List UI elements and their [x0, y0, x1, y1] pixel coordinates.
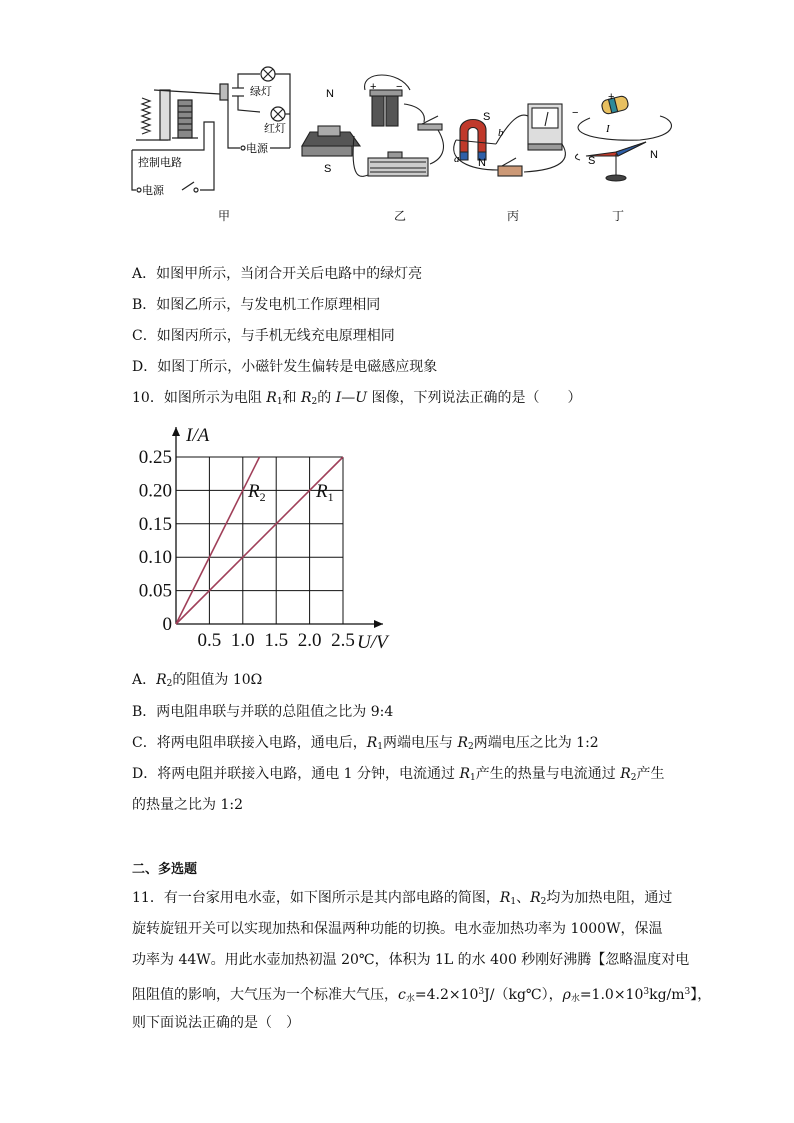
series-label-sub: 2	[259, 490, 266, 505]
series-label-r1: $R_1$	[316, 481, 334, 505]
q10-r2: R	[301, 390, 312, 406]
iu-chart	[120, 418, 410, 658]
q9-figure	[120, 60, 680, 230]
caption-yi: 乙	[394, 209, 407, 223]
y-tick-label: 0.15	[138, 513, 172, 535]
q10-a-sub: 2	[166, 679, 173, 689]
q11-line-5: 则下面说法正确的是（ ）	[132, 1015, 300, 1031]
q11-line-3: 功率为 44W。用此水壶加热初温 20℃，体积为 1L 的水 400 秒刚好沸腾【忽略温度对电	[132, 952, 690, 968]
q11-c-unit: J/（kg℃），	[484, 987, 563, 1003]
caption-bing: 丙	[507, 209, 520, 223]
x-axis-arrow-icon	[374, 620, 383, 628]
q11-c-sub: 水	[405, 994, 415, 1004]
yi-minus-label: −	[396, 81, 403, 93]
q11-l1-post: 均为加热电阻，通过	[546, 890, 673, 906]
y-axis-arrow-icon	[172, 427, 180, 436]
x-tick-label: 0.5	[197, 630, 222, 651]
q10-stem-suffix: 图像，下列说法正确的是（ ）	[367, 390, 582, 406]
q11-l1-pre: 11．有一台家用电水壶，如下图所示是其内部电路的简图，	[132, 890, 500, 906]
q11-r1: R	[499, 890, 511, 906]
ding-s-label: S	[588, 155, 596, 167]
yi-s-label: S	[324, 163, 332, 175]
control-power-label: 电源	[142, 185, 164, 197]
q10-a-r: R	[156, 672, 167, 688]
series-line-r2	[176, 457, 260, 624]
ding-minus-label: −	[572, 107, 579, 119]
ding-i-label: I	[606, 123, 610, 135]
x-tick-label: 1.0	[230, 630, 255, 651]
q10-d-mid: 产生的热量与电流通过	[475, 766, 621, 782]
q11-rho-unit: kg/m	[649, 987, 685, 1003]
q10-c-r1: R	[366, 735, 378, 751]
q10-stem	[132, 388, 582, 412]
q9-option-c[interactable]: C．如图丙所示，与手机无线充电原理相同	[132, 328, 395, 344]
q10-option-d-line2: 的热量之比为 1:2	[132, 797, 243, 813]
origin-label: 0	[162, 614, 172, 635]
q9-option-a[interactable]: A．如图甲所示，当闭合开关后电路中的绿灯亮	[132, 266, 423, 282]
q10-option-a[interactable]	[132, 670, 262, 694]
ding-n-label: N	[650, 149, 658, 161]
x-axis-label: U/V	[357, 632, 388, 653]
q10-and: 和	[282, 390, 301, 406]
q10-c-r2: R	[457, 735, 468, 751]
y-tick-label: 0.20	[138, 480, 172, 502]
q10-c-post: 两端电压之比为 1:2	[473, 735, 599, 751]
q10-r1-sub: 1	[276, 397, 283, 407]
q11-line-4	[132, 982, 711, 1009]
q10-stem-prefix: 10．如图所示为电阻	[132, 390, 267, 406]
x-tick-label: 2.0	[297, 630, 322, 651]
q10-c-r1-sub: 1	[377, 742, 383, 752]
q11-l4-pre: 阻阻值的影响，大气压为一个标准大气压，	[132, 987, 398, 1003]
q10-option-c[interactable]	[132, 733, 599, 757]
q10-d-prefix: D．将两电阻并联接入电路，通电 1 分钟，电流通过	[132, 766, 460, 782]
x-tick-label: 1.5	[264, 630, 289, 651]
q11-c: c	[398, 987, 406, 1003]
figure-bing	[454, 104, 566, 176]
q10-r1: R	[266, 390, 277, 406]
ding-plus-label: +	[608, 91, 615, 103]
q11-r1-sub: 1	[510, 897, 517, 907]
q11-rho-sub: 水	[570, 994, 580, 1004]
q10-c-mid: 两端电压与	[383, 735, 458, 751]
bing-s-label: S	[483, 111, 491, 123]
bing-a-label: a	[454, 153, 460, 165]
caption-ding: 丁	[612, 209, 625, 223]
q11-line-2: 旋转旋钮开关可以实现加热和保温两种功能的切换。电水壶加热功率为 1000W，保温	[132, 921, 663, 937]
caption-jia: 甲	[218, 209, 231, 223]
bing-n-label: N	[478, 157, 486, 169]
q11-rho: ρ	[562, 987, 571, 1003]
q11-rho-exp: 3	[643, 987, 650, 997]
q11-c-val: =4.2×10	[414, 987, 479, 1003]
q10-c-prefix: C．将两电阻串联接入电路，通电后，	[132, 735, 367, 751]
series-label-sub: 1	[327, 490, 334, 505]
q10-r2-sub: 2	[311, 397, 318, 407]
q10-c-r2-sub: 2	[468, 742, 474, 752]
series-label-r2: $R_2$	[248, 481, 266, 505]
y-tick-label: 0.10	[138, 547, 172, 569]
y-axis-label: I/A	[186, 425, 210, 446]
q9-option-d[interactable]: D．如图丁所示，小磁针发生偏转是电磁感应现象	[132, 359, 438, 375]
q10-d-r2: R	[620, 766, 631, 782]
q11-rho-unit-exp: 3	[684, 987, 691, 997]
q11-c-exp: 3	[478, 987, 485, 997]
y-tick-label: 0.25	[138, 447, 172, 468]
red-lamp-label: 红灯	[264, 123, 286, 135]
q10-d-r1-sub: 1	[470, 773, 476, 783]
control-circuit-label: 控制电路	[138, 157, 182, 169]
bing-b-label: b	[498, 127, 504, 139]
x-tick-label: 2.5	[331, 630, 355, 651]
q11-line-1	[132, 888, 672, 912]
q10-the: 的	[317, 390, 336, 406]
q9-option-b[interactable]: B．如图乙所示，与发电机工作原理相同	[132, 297, 381, 313]
q11-r2-sub: 2	[540, 897, 547, 907]
q10-a-text: 的阻值为 10Ω	[172, 672, 263, 688]
q10-d-post: 产生	[636, 766, 665, 782]
q11-l4-end: 】，	[690, 987, 712, 1003]
power-label: 电源	[246, 143, 268, 155]
q10-option-b[interactable]: B．两电阻串联与并联的总阻值之比为 9:4	[132, 704, 394, 720]
q10-d-r1: R	[459, 766, 471, 782]
q11-sep: 、	[516, 890, 531, 906]
q11-rho-val: =1.0×10	[579, 987, 644, 1003]
q10-d-r2-sub: 2	[630, 773, 637, 783]
section-title-multi-choice: 二、多选题	[132, 862, 198, 877]
green-lamp-label: 绿灯	[250, 86, 272, 98]
yi-n-label: N	[326, 88, 334, 100]
y-tick-label: 0.05	[138, 580, 172, 602]
q10-iu: I—U	[335, 390, 368, 406]
q10-option-d[interactable]	[132, 764, 665, 788]
yi-plus-label: +	[370, 81, 377, 93]
q10-a-prefix: A．	[132, 672, 157, 688]
figure-ding	[575, 95, 671, 181]
q11-r2: R	[530, 890, 541, 906]
